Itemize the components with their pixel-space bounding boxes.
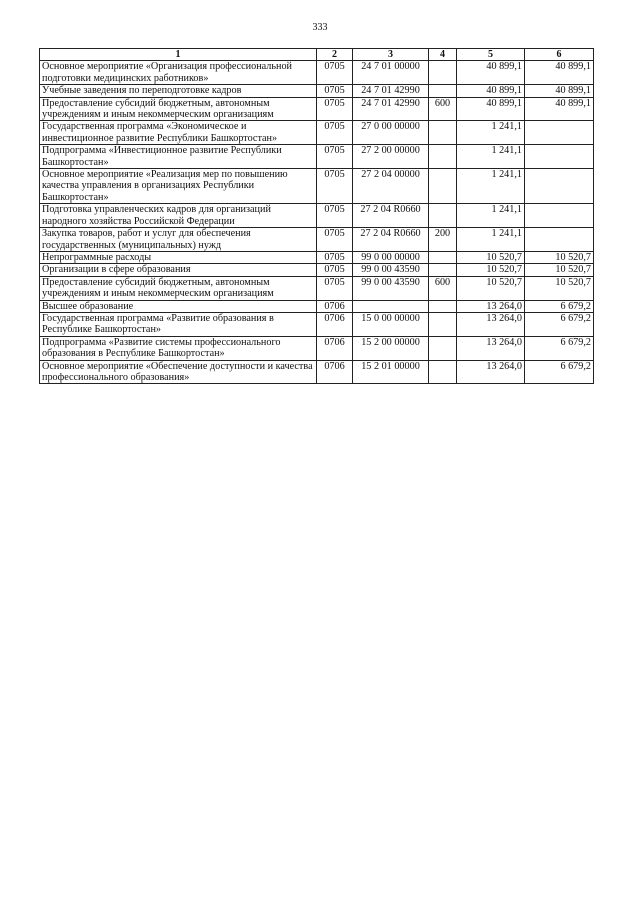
- table-row: [40, 97, 594, 121]
- row-amount-col5: 40 899,1: [457, 61, 525, 85]
- row-amount-col5: 40 899,1: [457, 85, 525, 97]
- row-name: Непрограммные расходы: [40, 251, 317, 263]
- row-amount-col6: 6 679,2: [525, 312, 594, 336]
- row-expense-type: 600: [429, 276, 457, 300]
- row-name: Государственная программа «Экономическое и инвестиционное развитие Республики Башкортостан»: [40, 121, 317, 145]
- row-amount-col6: 6 679,2: [525, 336, 594, 360]
- column-header-1: 1: [40, 49, 317, 61]
- table-row: [40, 145, 594, 169]
- row-section-code: 0706: [317, 360, 353, 384]
- row-section-code: 0705: [317, 251, 353, 263]
- row-amount-col5: 10 520,7: [457, 264, 525, 276]
- row-expense-type: [429, 169, 457, 204]
- row-section-code: 0706: [317, 312, 353, 336]
- row-amount-col5: 13 264,0: [457, 336, 525, 360]
- column-header-3: 3: [353, 49, 429, 61]
- row-amount-col6: 6 679,2: [525, 300, 594, 312]
- row-expense-type: [429, 312, 457, 336]
- table-row: [40, 204, 594, 228]
- row-amount-col6: 40 899,1: [525, 97, 594, 121]
- row-expense-type: [429, 61, 457, 85]
- table-row: [40, 300, 594, 312]
- row-expense-type: [429, 204, 457, 228]
- column-header-5: 5: [457, 49, 525, 61]
- row-section-code: 0705: [317, 204, 353, 228]
- row-expense-type: [429, 121, 457, 145]
- budget-table: [39, 48, 594, 384]
- row-section-code: 0705: [317, 97, 353, 121]
- row-amount-col5: 13 264,0: [457, 360, 525, 384]
- row-target-article: 27 0 00 00000: [353, 121, 429, 145]
- row-amount-col6: 6 679,2: [525, 360, 594, 384]
- page-number: 333: [312, 22, 328, 33]
- row-target-article: 15 2 00 00000: [353, 336, 429, 360]
- row-amount-col5: 10 520,7: [457, 276, 525, 300]
- row-target-article: 27 2 04 R0660: [353, 204, 429, 228]
- table-header-row: [40, 49, 594, 61]
- row-name: Подпрограмма «Развитие системы профессионального образования в Республике Башкортостан»: [40, 336, 317, 360]
- row-target-article: 24 7 01 42990: [353, 97, 429, 121]
- row-name: Подпрограмма «Инвестиционное развитие Республики Башкортостан»: [40, 145, 317, 169]
- row-target-article: 27 2 04 00000: [353, 169, 429, 204]
- row-target-article: 24 7 01 00000: [353, 61, 429, 85]
- row-amount-col5: 1 241,1: [457, 204, 525, 228]
- row-name: Предоставление субсидий бюджетным, автономным учреждениям и иным некоммерческим организациям: [40, 97, 317, 121]
- row-amount-col6: [525, 228, 594, 252]
- row-expense-type: [429, 300, 457, 312]
- row-expense-type: [429, 264, 457, 276]
- column-header-4: 4: [429, 49, 457, 61]
- row-amount-col6: [525, 169, 594, 204]
- row-amount-col5: 1 241,1: [457, 145, 525, 169]
- row-name: Учебные заведения по переподготовке кадров: [40, 85, 317, 97]
- row-section-code: 0705: [317, 121, 353, 145]
- row-section-code: 0705: [317, 145, 353, 169]
- table-row: [40, 360, 594, 384]
- table-row: [40, 336, 594, 360]
- table-row: [40, 264, 594, 276]
- row-target-article: 15 2 01 00000: [353, 360, 429, 384]
- row-amount-col6: [525, 121, 594, 145]
- row-target-article: 15 0 00 00000: [353, 312, 429, 336]
- row-section-code: 0705: [317, 61, 353, 85]
- row-expense-type: 600: [429, 97, 457, 121]
- row-target-article: 27 2 00 00000: [353, 145, 429, 169]
- row-amount-col6: 40 899,1: [525, 61, 594, 85]
- row-target-article: 99 0 00 43590: [353, 264, 429, 276]
- row-section-code: 0705: [317, 228, 353, 252]
- row-name: Подготовка управленческих кадров для организаций народного хозяйства Российской Федерации: [40, 204, 317, 228]
- row-amount-col5: 10 520,7: [457, 251, 525, 263]
- table-row: [40, 276, 594, 300]
- row-expense-type: [429, 251, 457, 263]
- table-row: [40, 251, 594, 263]
- row-amount-col5: 1 241,1: [457, 121, 525, 145]
- table-row: [40, 312, 594, 336]
- row-expense-type: [429, 360, 457, 384]
- row-section-code: 0705: [317, 169, 353, 204]
- row-amount-col6: 10 520,7: [525, 264, 594, 276]
- row-name: Предоставление субсидий бюджетным, автономным учреждениям и иным некоммерческим организациям: [40, 276, 317, 300]
- row-target-article: [353, 300, 429, 312]
- row-expense-type: 200: [429, 228, 457, 252]
- row-name: Организации в сфере образования: [40, 264, 317, 276]
- row-expense-type: [429, 145, 457, 169]
- row-section-code: 0706: [317, 336, 353, 360]
- table-body: [40, 61, 594, 384]
- row-amount-col5: 13 264,0: [457, 300, 525, 312]
- row-amount-col5: 1 241,1: [457, 228, 525, 252]
- row-amount-col5: 13 264,0: [457, 312, 525, 336]
- row-amount-col5: 40 899,1: [457, 97, 525, 121]
- column-header-2: 2: [317, 49, 353, 61]
- row-name: Основное мероприятие «Реализация мер по повышению качества управления в организациях Республики Башкортостан»: [40, 169, 317, 204]
- row-target-article: 27 2 04 R0660: [353, 228, 429, 252]
- table-row: [40, 121, 594, 145]
- row-section-code: 0706: [317, 300, 353, 312]
- row-name: Основное мероприятие «Обеспечение доступности и качества профессионального образования»: [40, 360, 317, 384]
- row-amount-col5: 1 241,1: [457, 169, 525, 204]
- row-amount-col6: 10 520,7: [525, 251, 594, 263]
- row-name: Высшее образование: [40, 300, 317, 312]
- table-row: [40, 85, 594, 97]
- row-target-article: 99 0 00 43590: [353, 276, 429, 300]
- row-amount-col6: 40 899,1: [525, 85, 594, 97]
- row-name: Государственная программа «Развитие образования в Республике Башкортостан»: [40, 312, 317, 336]
- row-amount-col6: [525, 204, 594, 228]
- row-name: Закупка товаров, работ и услуг для обеспечения государственных (муниципальных) нужд: [40, 228, 317, 252]
- row-expense-type: [429, 336, 457, 360]
- table-row: [40, 228, 594, 252]
- row-section-code: 0705: [317, 264, 353, 276]
- row-name: Основное мероприятие «Организация профессиональной подготовки медицинских работников»: [40, 61, 317, 85]
- row-expense-type: [429, 85, 457, 97]
- table-row: [40, 61, 594, 85]
- table-row: [40, 169, 594, 204]
- row-section-code: 0705: [317, 276, 353, 300]
- row-section-code: 0705: [317, 85, 353, 97]
- column-header-6: 6: [525, 49, 594, 61]
- row-amount-col6: 10 520,7: [525, 276, 594, 300]
- row-target-article: 24 7 01 42990: [353, 85, 429, 97]
- row-amount-col6: [525, 145, 594, 169]
- row-target-article: 99 0 00 00000: [353, 251, 429, 263]
